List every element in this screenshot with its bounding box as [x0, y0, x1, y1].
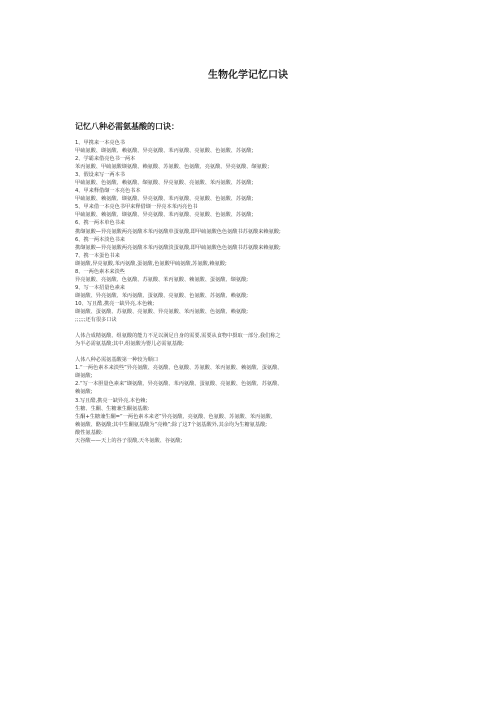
text-line: 3.写且酷,携亮一缺异亮,本色赖;	[75, 397, 148, 404]
text-line: 缬氨酸、蛋氨酸、苏氨酸、亮氨酸、异亮氨酸、苯丙氨酸、色氨酸、赖氨酸;	[75, 308, 248, 315]
text-line: 1、甲携来一本亮色书	[75, 140, 125, 146]
text-line: 缬氨酸,异亮氨酸,苯丙氨酸,蛋氨酸,色氨酸甲硫氨酸,苏氨酸,赖氨酸;	[75, 260, 227, 267]
text-line: 携缬氨酸—异亮氨酸两亮氨酸本苯丙氨酸淡蛋氨酸,即甲硫氨酸色色氨酸书苏氨酸来赖氨酸;	[75, 244, 281, 251]
text-line: 9、写一本招量色素来	[75, 284, 125, 291]
text-line: 2、学霸来借亮色书一两本	[75, 156, 136, 163]
blank-line	[75, 324, 430, 332]
text-line: 人体合成精氨酸、组氨酸的能力不足以满足自身的需要,需要从食物中摄取一部分,我们称之	[75, 333, 281, 340]
document-title: 生物化学记忆口诀	[208, 70, 288, 81]
text-line: 5、甲来借一本亮色书甲来释借缬一异亮本苯丙亮色书	[75, 204, 198, 211]
text-line: 异亮氨酸、亮氨酸、色氨酸、苏氨酸、苯丙氨酸、赖氨酸、蛋氨酸、缬氨酸;	[75, 276, 248, 283]
text-line: 缬氨酸;	[75, 373, 93, 380]
text-line: 甲硫氨酸、赖氨酸、缬氨酸、异亮氨酸、苯丙氨酸、亮氨酸、色氨酸、苏氨酸；	[75, 212, 257, 219]
text-line: 赖氨酸、酪氨酸;其中生酮氨基酸为“亮赖”;除了这7个氨基酸外,其余均为生糖氨基酸;	[75, 421, 267, 428]
text-line: 生酮+生糖兼生酮=“一两色素本来老”异亮氨酸、亮氨酸、色氨酸、苏氨酸、苯丙氨酸、	[75, 413, 276, 420]
text-line: 2.“写一本胆量色素来”缬氨酸、异亮氨酸、苯丙氨酸、蛋氨酸、亮氨酸、色氨酸、苏氨酸、	[75, 381, 283, 388]
text-line: 生糖、生酮、生糖兼生酮氨基酸:	[75, 405, 150, 412]
text-line: 3、假设来写一两本书	[75, 172, 125, 179]
text-line: 人体八种必需氨基酸第一种较为顺口	[75, 357, 159, 364]
text-line: 苯丙氨酸、甲硫氨酸缬氨酸、赖氨酸、苏氨酸、色氨酸、亮氨酸、异亮氨酸、缬氨酸；	[75, 164, 273, 171]
text-line: 10、写且酷,携亮一缺异亮,本色赖;	[75, 300, 155, 307]
text-line: 甲硫氨酸、色氨酸、赖氨酸、缬氨酸、异亮氨酸、亮氨酸、苯丙氨酸、苏氨酸；	[75, 180, 257, 187]
text-line: 甲硫氨酸、缬氨酸、赖氨酸、异亮氨酸、苯丙氨酸、亮氨酸、色氨酸、苏氨酸；	[75, 148, 257, 155]
text-line: 6、携一两本淡色书来	[75, 236, 125, 243]
text-line: 赖氨酸;	[75, 389, 93, 396]
text-line: 为半必需氨基酸;其中,组氨酸为婴儿必需氨基酸;	[75, 341, 184, 348]
text-line: 1.“一两色素本来淡些”异亮氨酸、亮氨酸、色氨酸、苏氨酸、苯丙氨酸、赖氨酸、蛋氨酸、	[75, 365, 283, 372]
text-line: 8、一两色素本来淡些	[75, 268, 125, 275]
text-line: 4、甲来释借缬一本亮色书本	[75, 188, 141, 195]
text-line: 天谷酸——天上的谷子很酸,天冬氨酸、谷氨酸;	[75, 437, 183, 444]
text-line: 酸性氨基酸:	[75, 429, 103, 436]
text-line: ;;;;;;还有很多口诀	[75, 317, 117, 324]
text-line: 7、携一本蛋色书来	[75, 252, 120, 259]
blank-line	[75, 348, 430, 356]
text-line: 携缬氨酸—异亮氨酸两亮氨酸本苯丙氨酸单蛋氨酸,即甲硫氨酸色色氨酸书苏氨酸来赖氨酸;	[75, 228, 281, 235]
text-body	[75, 139, 430, 445]
section-title: 记忆八种必需氨基酸的口诀：	[75, 122, 179, 131]
text-line: 缬氨酸、异亮氨酸、苯丙氨酸、蛋氨酸、亮氨酸、色氨酸、苏氨酸、赖氨酸;	[75, 292, 248, 299]
text-line: 甲硫氨酸、赖氨酸、缬氨酸、异亮氨酸、苯丙氨酸、亮氨酸、色氨酸、苏氨酸；	[75, 196, 257, 203]
text-line: 6、携一两本单色书来	[75, 220, 125, 227]
